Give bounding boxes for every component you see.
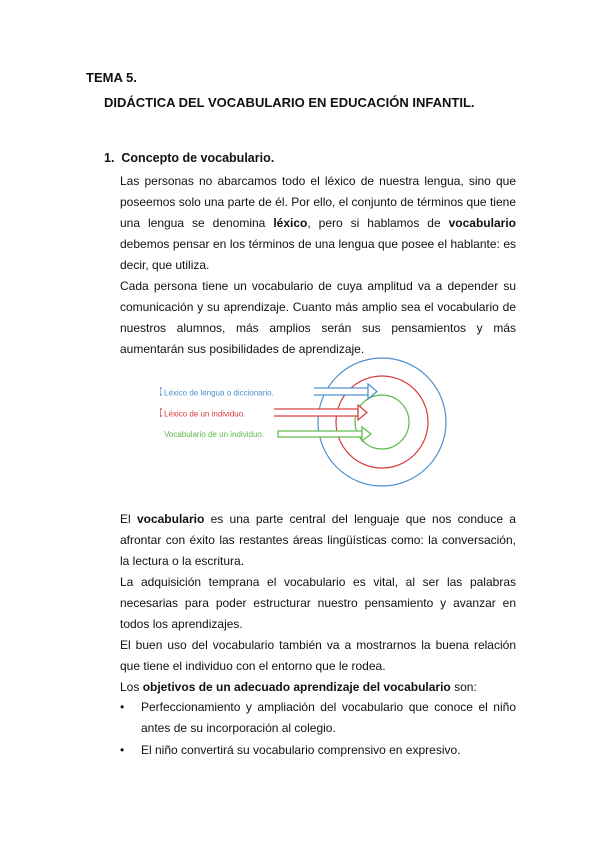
section2-body	[120, 509, 516, 698]
list-item	[120, 697, 516, 739]
paragraph-lexico	[120, 171, 516, 276]
text-run: Los	[120, 680, 143, 694]
label-lexico-lengua: Léxico de lengua o diccionario.	[164, 388, 274, 398]
section1-body	[120, 171, 516, 360]
topic-number: TEMA 5.	[86, 70, 137, 85]
paragraph-adquisicion: La adquisición temprana el vocabulario es vital, al ser las palabras necesarias para poder estructurar nuestro pensamiento y avanzar en todos los aprendizajes.	[120, 575, 516, 631]
bold-term-lexico: léxico	[273, 216, 308, 230]
lexico-lengua-circle	[318, 358, 446, 486]
bold-objetivos: objetivos de un adecuado aprendizaje del vocabulario	[142, 680, 451, 694]
list-item-text: El niño convertirá su vocabulario comprensivo en expresivo.	[141, 743, 461, 757]
label-vocabulario-individuo: Vocabulario de un individuo.	[164, 430, 265, 439]
paragraph-vocabulario-central	[120, 509, 516, 572]
list-item	[120, 740, 516, 761]
text-run: , pero si hablamos de	[307, 216, 449, 230]
section-title: Concepto de vocabulario.	[121, 151, 275, 165]
document-title: DIDÁCTICA DEL VOCABULARIO EN EDUCACIÓN INFANTIL.	[104, 95, 475, 110]
list-item-text: Perfeccionamiento y ampliación del vocabulario que conoce el niño antes de su incorporación al colegio.	[141, 700, 516, 735]
text-run: son:	[450, 680, 477, 694]
vocabulary-diagram	[160, 356, 450, 488]
bullet-icon: •	[120, 700, 125, 714]
objectives-list	[120, 697, 516, 762]
arrow-vocabulario-individuo	[278, 427, 371, 441]
text-run: Las personas no abarcamos todo el léxico de nuestra lengua, sino que poseemos solo una parte de él. Por ello, el conjunto de términos que tiene una lengua se denomina	[120, 174, 516, 230]
label-lexico-individuo: Léxico de un individuo.	[164, 409, 246, 419]
paragraph-amplitud: Cada persona tiene un vocabulario de cuya amplitud va a depender su comunicación y su aprendizaje. Cuanto más amplio sea el vocabulario de nuestros alumnos, más amplios serán sus pensamientos y más aumentarán sus posibilidades de aprendizaje.	[120, 279, 516, 356]
section-heading	[104, 151, 274, 165]
section-number: 1.	[104, 151, 115, 165]
text-run: El	[120, 512, 137, 526]
paragraph-buen-uso: El buen uso del vocabulario también va a mostrarnos la buena relación que tiene el individuo con el entorno que le rodea.	[120, 638, 516, 673]
paragraph-objetivos	[120, 677, 516, 698]
bold-term-vocabulario: vocabulario	[136, 512, 205, 526]
text-run: debemos pensar en los términos de una lengua que posee el hablante: es decir, que utiliza.	[120, 237, 516, 272]
bold-term-vocabulario: vocabulario	[448, 216, 516, 230]
text-run: es una parte central del lenguaje que nos conduce a afrontar con éxito las restantes áreas lingüísticas como: la conversación, la lectura o la escritura.	[120, 512, 516, 568]
bullet-icon: •	[120, 743, 125, 757]
